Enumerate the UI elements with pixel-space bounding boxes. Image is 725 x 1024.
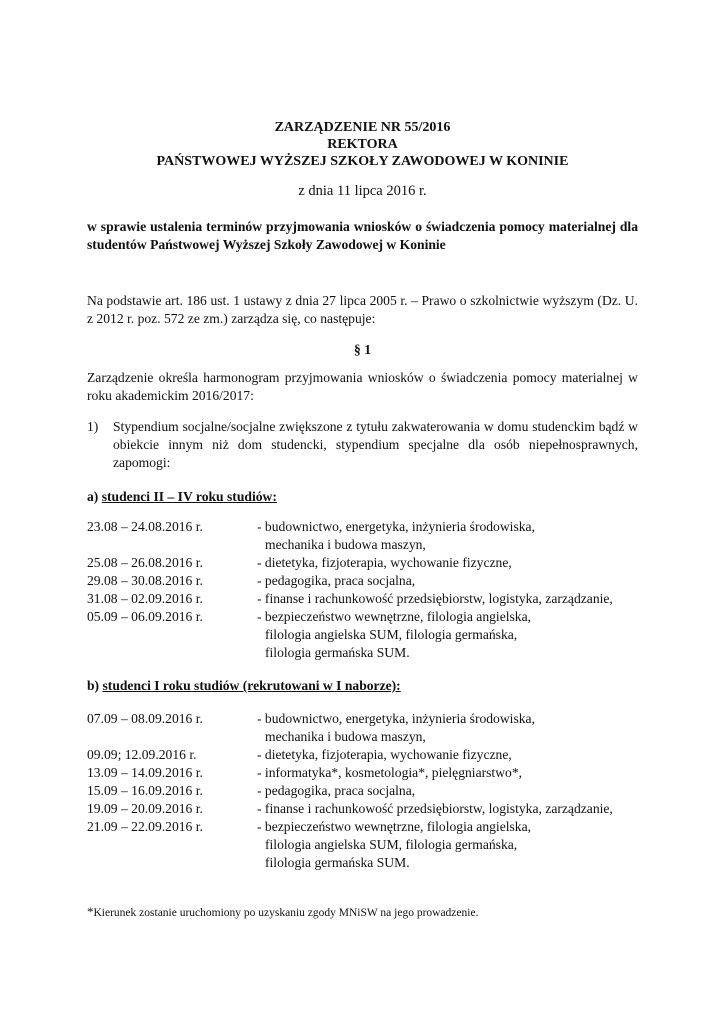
header-line-1: ZARZĄDZENIE NR 55/2016 bbox=[274, 120, 451, 135]
schedule-entry bbox=[87, 746, 647, 764]
schedule-date: 09.09; 12.09.2016 r. bbox=[87, 747, 197, 762]
schedule-desc: - finanse i rachunkowość przedsiębiorstw, logistyka, zarządzanie, bbox=[257, 801, 613, 816]
schedule-desc-cont: filologia angielska SUM, filologia germańska, bbox=[265, 627, 518, 642]
schedule-entry bbox=[87, 572, 647, 590]
section-a-heading bbox=[87, 489, 277, 505]
schedule-date: 15.09 – 16.09.2016 r. bbox=[87, 783, 203, 798]
paragraph-sign: § 1 bbox=[354, 342, 371, 357]
footnote-text: Kierunek zostanie uruchomiony po uzyskaniu zgody MNiSW na jego prowadzenie. bbox=[93, 907, 479, 919]
header-line-3: PAŃSTWOWEJ WYŻSZEJ SZKOŁY ZAWODOWEJ W KONINIE bbox=[156, 154, 569, 169]
footnote bbox=[87, 904, 647, 920]
section-b-label: b) bbox=[87, 678, 100, 693]
schedule-desc: - dietetyka, fizjoterapia, wychowanie fizyczne, bbox=[257, 555, 512, 570]
schedule-entry bbox=[87, 782, 647, 800]
schedule-entry bbox=[87, 764, 647, 782]
point-1-text: Stypendium socjalne/socjalne zwiększone z tytułu zakwaterowania w domu studenckim bądź w obiekcie innym niż dom studencki, stypendium specjalne dla osób niepełnosprawnych, zapomogi: bbox=[113, 419, 638, 470]
schedule-date: 31.08 – 02.09.2016 r. bbox=[87, 591, 203, 606]
schedule-desc-cont: mechanika i budowa maszyn, bbox=[265, 729, 426, 744]
schedule-date: 07.09 – 08.09.2016 r. bbox=[87, 711, 203, 726]
schedule-desc-cont: mechanika i budowa maszyn, bbox=[265, 537, 426, 552]
schedule-date: 29.08 – 30.08.2016 r. bbox=[87, 573, 203, 588]
schedule-entry bbox=[87, 818, 647, 872]
document-header bbox=[0, 119, 725, 170]
schedule-date: 19.09 – 20.09.2016 r. bbox=[87, 801, 203, 816]
schedule-entry bbox=[87, 590, 647, 608]
schedule-desc: - pedagogika, praca socjalna, bbox=[257, 783, 416, 798]
schedule-date: 23.08 – 24.08.2016 r. bbox=[87, 519, 203, 534]
schedule-desc-cont: filologia germańska SUM. bbox=[265, 645, 410, 660]
schedule-entry bbox=[87, 608, 647, 662]
schedule-date: 21.09 – 22.09.2016 r. bbox=[87, 819, 203, 834]
intro-text: Zarządzenie określa harmonogram przyjmowania wniosków o świadczenia pomocy materialnej w roku akademickim 2016/2017: bbox=[87, 370, 638, 403]
schedule-entry bbox=[87, 518, 647, 554]
schedule-date: 05.09 – 06.09.2016 r. bbox=[87, 609, 203, 624]
point-1 bbox=[87, 418, 638, 472]
schedule-date: 25.08 – 26.08.2016 r. bbox=[87, 555, 203, 570]
section-b-heading bbox=[87, 678, 401, 694]
section-a-schedule bbox=[87, 518, 647, 662]
section-b-title: studenci I roku studiów (rekrutowani w I naborze): bbox=[102, 678, 401, 693]
footnote-marker: * bbox=[87, 904, 94, 919]
schedule-desc-cont: filologia germańska SUM. bbox=[265, 855, 410, 870]
section-a-label: a) bbox=[87, 489, 99, 504]
schedule-entry bbox=[87, 554, 647, 572]
schedule-desc: - dietetyka, fizjoterapia, wychowanie fizyczne, bbox=[257, 747, 512, 762]
schedule-date: 13.09 – 14.09.2016 r. bbox=[87, 765, 203, 780]
section-b-schedule bbox=[87, 710, 647, 872]
schedule-entry bbox=[87, 710, 647, 746]
point-1-number: 1) bbox=[87, 419, 99, 434]
legal-basis: Na podstawie art. 186 ust. 1 ustawy z dnia 27 lipca 2005 r. – Prawo o szkolnictwie wyższym (Dz. U. z 2012 r. poz. 572 ze zm.) zarządza się, co następuje: bbox=[87, 293, 638, 326]
document-subject: w sprawie ustalenia terminów przyjmowania wniosków o świadczenia pomocy materialnej dla studentów Państwowej Wyższej Szkoły Zawodowej w Koninie bbox=[87, 219, 638, 252]
schedule-desc-cont: filologia angielska SUM, filologia germańska, bbox=[265, 837, 518, 852]
schedule-desc: - finanse i rachunkowość przedsiębiorstw, logistyka, zarządzanie, bbox=[257, 591, 613, 606]
schedule-desc: - budownictwo, energetyka, inżynieria środowiska, bbox=[257, 711, 535, 726]
header-line-2: REKTORA bbox=[327, 137, 398, 152]
document-date: z dnia 11 lipca 2016 r. bbox=[298, 183, 427, 199]
schedule-entry bbox=[87, 800, 647, 818]
schedule-desc: - informatyka*, kosmetologia*, pielęgniarstwo*, bbox=[257, 765, 523, 780]
schedule-desc: - pedagogika, praca socjalna, bbox=[257, 573, 416, 588]
section-a-title: studenci II – IV roku studiów: bbox=[101, 489, 277, 504]
schedule-desc: - budownictwo, energetyka, inżynieria środowiska, bbox=[257, 519, 535, 534]
schedule-desc: - bezpieczeństwo wewnętrzne, filologia angielska, bbox=[257, 609, 532, 624]
schedule-desc: - bezpieczeństwo wewnętrzne, filologia angielska, bbox=[257, 819, 532, 834]
